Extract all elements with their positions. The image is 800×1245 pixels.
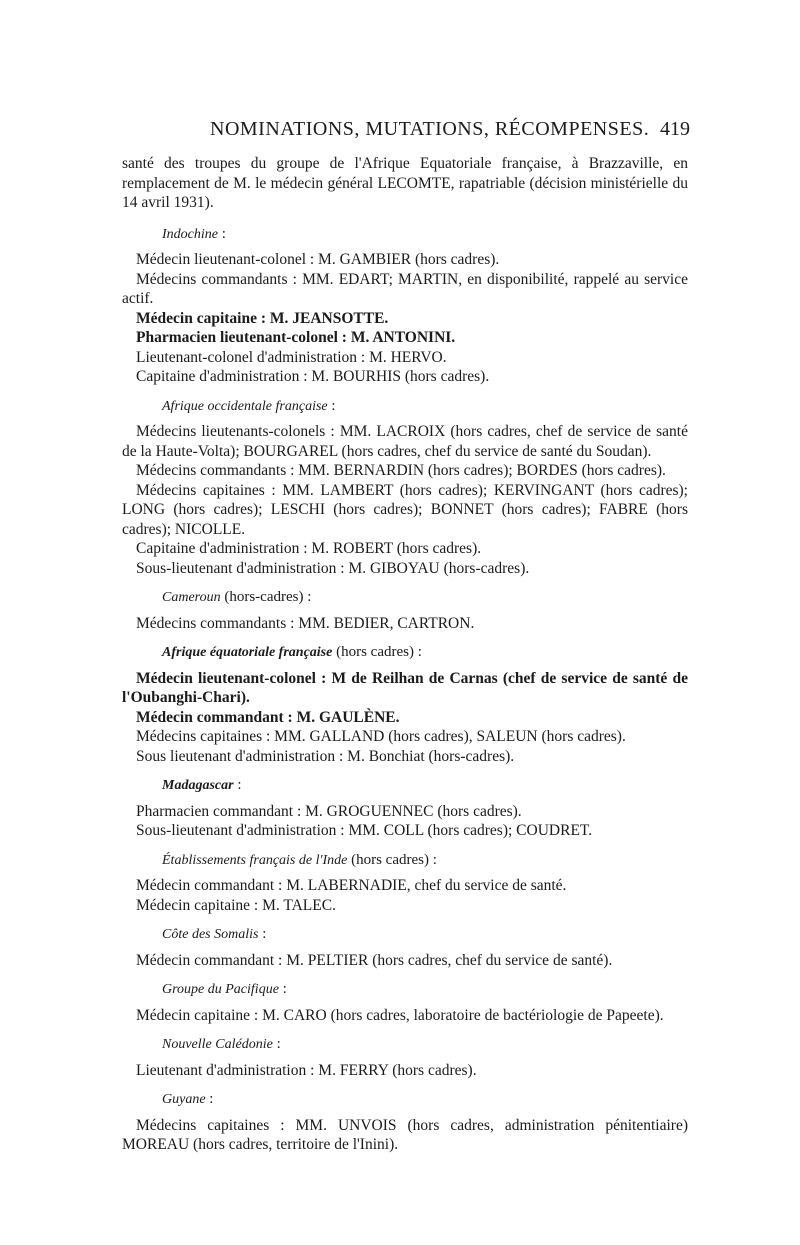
- entry-line: Médecins commandants : MM. BEDIER, CARTRON.: [136, 614, 475, 632]
- section-inde: [122, 851, 688, 916]
- entry-line: Capitaine d'administration : M. ROBERT (hors cadres).: [136, 540, 482, 557]
- section-heading: [162, 980, 688, 1000]
- section-heading: [162, 776, 688, 796]
- section-heading-title: Afrique occidentale française: [162, 398, 328, 414]
- section-heading: [162, 1090, 688, 1110]
- entry-line: Médecin commandant : M. GAULÈNE.: [136, 708, 400, 726]
- entry-line: Médecin commandant : M. LABERNADIE, chef du service de santé.: [136, 877, 567, 894]
- page-number: 419: [660, 118, 690, 140]
- section-heading: [162, 851, 688, 871]
- section-heading-title: Indochine: [162, 226, 218, 242]
- section-heading: [162, 1035, 688, 1055]
- entry-line: Sous lieutenant d'administration : M. Bonchiat (hors-cadres).: [136, 747, 515, 765]
- section-heading: [162, 397, 688, 417]
- entry-line: Médecin capitaine : M. JEANSOTTE.: [136, 309, 389, 327]
- section-heading-suffix: (hors cadres) :: [332, 644, 422, 660]
- section-heading: [162, 588, 688, 608]
- page-body: [122, 154, 688, 1155]
- section-heading-title: Guyane: [162, 1092, 206, 1107]
- section-heading-suffix: (hors-cadres) :: [220, 589, 312, 605]
- section-afrique-occidentale: [122, 397, 688, 579]
- section-heading-suffix: :: [233, 777, 242, 793]
- entry-line: Médecin capitaine : M. CARO (hors cadres, laboratoire de bactériologie de Papeete).: [136, 1006, 664, 1024]
- entry-line: Médecins commandants : MM. BERNARDIN (hors cadres); BORDES (hors cadres).: [136, 462, 666, 479]
- entry-line: Pharmacien lieutenant-colonel : M. ANTONINI.: [136, 329, 456, 346]
- intro-paragraph: santé des troupes du groupe de l'Afrique Equatoriale française, à Brazzaville, en remplacement de M. le médecin général LECOMTE, rapatriable (décision ministérielle du 14 avril 1931).: [122, 155, 688, 211]
- section-heading-title: Cameroun: [162, 590, 221, 605]
- section-heading-title: Nouvelle Calédonie: [162, 1037, 273, 1052]
- section-heading-suffix: :: [327, 397, 336, 414]
- entry-line: Médecins commandants : MM. EDART; MARTIN, en disponibilité, rappelé au service actif.: [122, 270, 688, 307]
- section-heading: [162, 225, 688, 245]
- section-madagascar: [122, 776, 688, 841]
- section-somalis: [122, 925, 688, 970]
- entry-line: Sous-lieutenant d'administration : M. GIBOYAU (hors-cadres).: [136, 559, 530, 577]
- entry-line: Médecins capitaines : MM. GALLAND (hors cadres), SALEUN (hors cadres).: [136, 728, 626, 745]
- running-head: [120, 118, 690, 144]
- running-title: NOMINATIONS, MUTATIONS, RÉCOMPENSES.: [210, 118, 650, 140]
- section-heading-title: Côte des Somalis: [162, 927, 259, 942]
- entry-line: Médecins capitaines : MM. LAMBERT (hors cadres); KERVINGANT (hors cadres); LONG (hors cadres); LESCHI (hors cadres); BONNET (hors cadres); FABRE (hors cadres); NICOLLE.: [122, 481, 688, 538]
- section-cameroun: [122, 588, 688, 633]
- section-nouvelle-caledonie: [122, 1035, 688, 1080]
- section-heading-title: Afrique équatoriale française: [162, 645, 333, 660]
- entry-line: Pharmacien commandant : M. GROGUENNEC (hors cadres).: [136, 802, 522, 820]
- section-heading-suffix: :: [272, 1036, 281, 1052]
- entry-line: Médecin lieutenant-colonel : M. GAMBIER (hors cadres).: [136, 251, 500, 268]
- section-heading-suffix: (hors cadres) :: [347, 851, 437, 868]
- entry-line: Capitaine d'administration : M. BOURHIS (hors cadres).: [136, 368, 490, 385]
- section-heading-suffix: :: [217, 225, 226, 242]
- section-pacifique: [122, 980, 688, 1025]
- section-heading-title: Groupe du Pacifique: [162, 982, 279, 997]
- section-indochine: [122, 225, 688, 387]
- entry-line: Sous-lieutenant d'administration : MM. COLL (hors cadres); COUDRET.: [136, 822, 593, 839]
- entry-line: Médecins lieutenants-colonels : MM. LACROIX (hors cadres, chef de service de santé de la Haute-Volta); BOURGAREL (hors cadres, chef du service de santé du Soudan).: [122, 423, 688, 460]
- entry-line: Médecin commandant : M. PELTIER (hors cadres, chef du service de santé).: [136, 951, 613, 969]
- entry-line: Médecin lieutenant-colonel : M de Reilhan de Carnas (chef de service de santé de l'Oubanghi-Chari).: [122, 669, 688, 706]
- section-heading-title: Madagascar: [162, 778, 234, 793]
- entry-line: Lieutenant d'administration : M. FERRY (hors cadres).: [136, 1061, 477, 1079]
- section-guyane: [122, 1090, 688, 1155]
- section-heading: [162, 925, 688, 945]
- section-heading-suffix: :: [258, 926, 267, 942]
- entry-line: Médecins capitaines : MM. UNVOIS (hors cadres, administration pénitentiaire) MOREAU (hors cadres, territoire de l'Inini).: [122, 1116, 688, 1153]
- entry-line: Lieutenant-colonel d'administration : M. HERVO.: [136, 348, 447, 366]
- section-heading-suffix: :: [205, 1091, 214, 1107]
- section-heading-title: Établissements français de l'Inde: [162, 852, 348, 868]
- section-afrique-equatoriale: [122, 643, 688, 766]
- section-heading: [162, 643, 688, 663]
- section-heading-suffix: :: [278, 981, 287, 997]
- entry-line: Médecin capitaine : M. TALEC.: [136, 896, 336, 914]
